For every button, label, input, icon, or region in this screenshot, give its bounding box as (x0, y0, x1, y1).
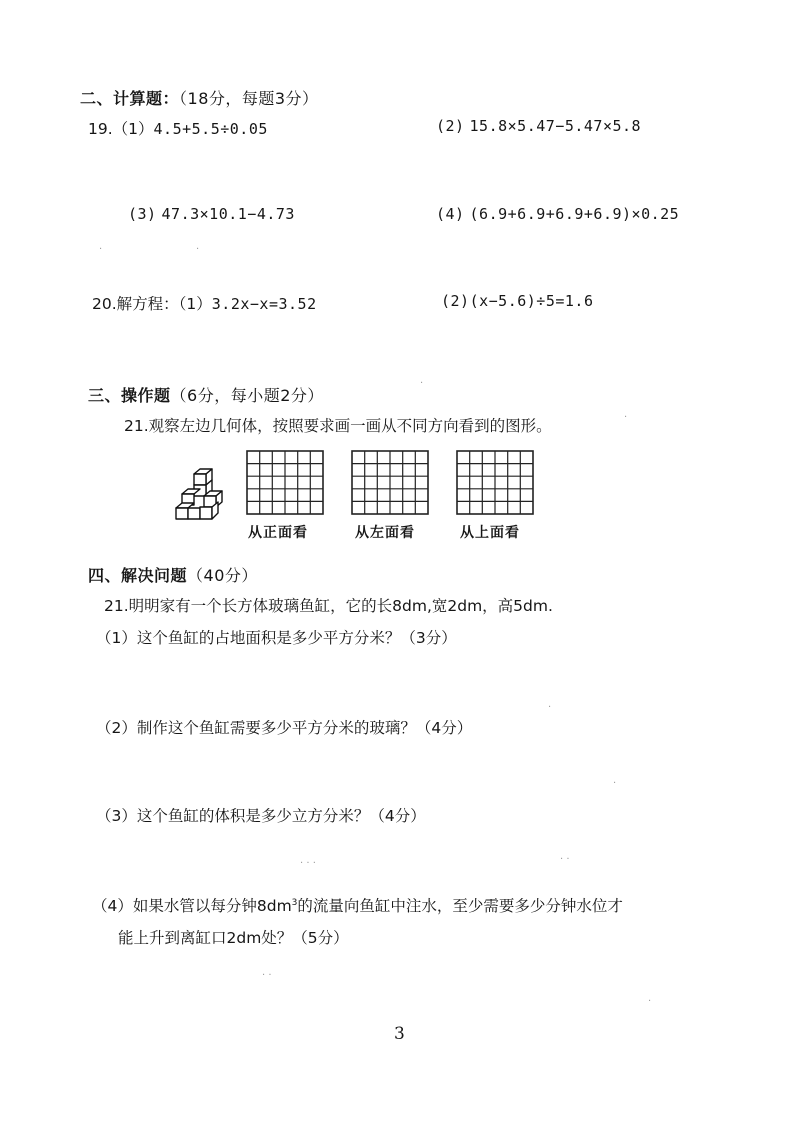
problem-question-4-line1 (92, 894, 623, 916)
q19-item-2-expr: 15.8×5.47−5.47×5.8 (469, 117, 642, 135)
scan-speck: · (624, 412, 628, 423)
problem-question-1: （1）这个鱼缸的占地面积是多少平方分米？（3分） (96, 629, 457, 647)
scan-speck: · (613, 778, 617, 789)
q20-item-1-expr: 3.2x−x=3.52 (211, 295, 317, 313)
grid-left-caption: 从左面看 (355, 525, 415, 541)
section-2-heading (80, 86, 319, 109)
q21-instruction: 21.观察左边几何体，按照要求画一画从不同方向看到的图形。 (124, 417, 552, 435)
section-3-title: 三、操作题 (88, 386, 171, 405)
q19-item-1-expr: 4.5+5.5÷0.05 (153, 120, 268, 138)
grid-front-caption: 从正面看 (248, 525, 308, 541)
section-3-heading (88, 383, 324, 406)
section-2-note: （18分，每题3分） (179, 89, 319, 108)
q19-item-2-num: (2) (436, 117, 465, 135)
scan-speck: · · · (300, 858, 316, 869)
scan-speck: · (548, 702, 552, 713)
q19-item-3-num: (3) (128, 205, 157, 223)
scan-speck: · (99, 244, 103, 255)
q20-item-2 (441, 292, 594, 310)
q4-text-before: （4）如果水管以每分钟8dm (92, 897, 292, 915)
problem-intro: 21.明明家有一个长方体玻璃鱼缸，它的长8dm,宽2dm，高5dm. (104, 597, 553, 615)
q19-item-4-expr: (6.9+6.9+6.9+6.9)×0.25 (469, 205, 680, 223)
q19-item-4 (436, 205, 679, 223)
section-4-title: 四、解决问题 (88, 566, 188, 585)
grid-top-view[interactable] (456, 450, 534, 515)
scan-speck: · · (262, 970, 272, 981)
section-4-note: （40分） (187, 566, 258, 585)
q20-item-1-num: （1） (178, 295, 212, 313)
q4-superscript: 3 (291, 897, 298, 908)
scan-speck: · · (560, 854, 570, 865)
q20-item-1 (92, 292, 317, 314)
grid-left-view[interactable] (351, 450, 429, 515)
page-number: 3 (394, 1024, 405, 1044)
q19-item-3-expr: 47.3×10.1−4.73 (161, 205, 295, 223)
grid-top-caption: 从上面看 (460, 525, 520, 541)
q19-item-1 (88, 117, 268, 139)
q19-item-1-num: （1） (112, 120, 154, 138)
problem-question-4-line2: 能上升到离缸口2dm处？（5分） (118, 929, 349, 947)
section-4-heading (88, 563, 258, 586)
q4-text-after: 的流量向鱼缸中注水，至少需要多少分钟水位才 (297, 897, 623, 915)
scan-speck: · (648, 996, 652, 1007)
grid-front-view[interactable] (246, 450, 324, 515)
q19-item-3 (128, 205, 295, 223)
section-3-note: （6分，每小题2分） (170, 386, 324, 405)
q19-item-2 (436, 117, 641, 135)
q20-label: 20.解方程： (92, 295, 179, 313)
q19-label: 19. (88, 120, 113, 138)
problem-question-3: （3）这个鱼缸的体积是多少立方分米？（4分） (96, 807, 426, 825)
section-2-title: 二、计算题： (80, 89, 180, 108)
problem-question-2: （2）制作这个鱼缸需要多少平方分米的玻璃？（4分） (96, 719, 473, 737)
q20-item-2-expr: (x−5.6)÷5=1.6 (469, 292, 594, 310)
scan-speck: · (420, 378, 424, 389)
cube-stack-figure (172, 466, 226, 522)
scan-speck: · (196, 244, 200, 255)
q19-item-4-num: (4) (436, 205, 465, 223)
q20-item-2-num: (2) (441, 292, 470, 310)
